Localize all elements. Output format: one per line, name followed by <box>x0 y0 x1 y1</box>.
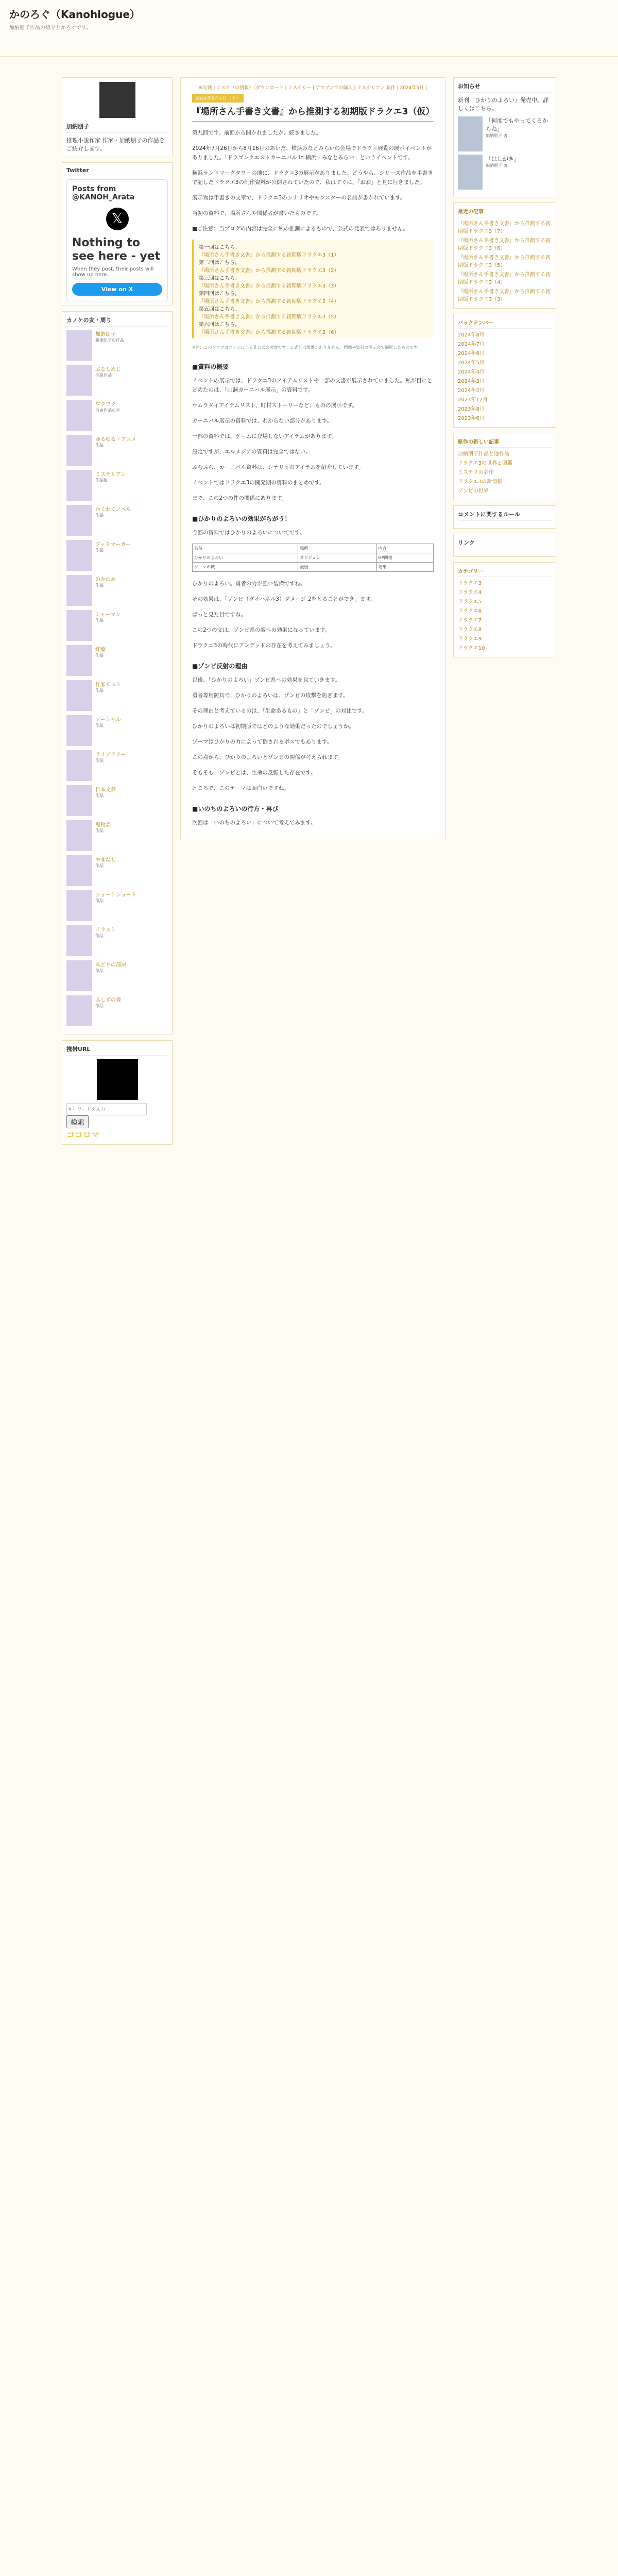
comment-rule-box <box>453 505 556 529</box>
links-heading: リンク <box>458 538 552 549</box>
profile-image <box>99 82 135 118</box>
friends-box <box>62 311 173 1035</box>
view-on-x-button[interactable]: View on X <box>72 283 162 296</box>
friends-list <box>66 330 168 1026</box>
friend-name[interactable]: イラスト <box>95 927 116 933</box>
friend-desc: 自由作品の宇 <box>95 408 120 413</box>
friend-desc: 作品 <box>95 723 104 728</box>
data-table <box>192 544 434 572</box>
paragraph: ひかりのよろいは初期版ではどのような効果だったのでしょうか。 <box>192 723 354 730</box>
series-link[interactable]: 『場所さん手書き文書』から推測する初期版ドラクエ3（3） <box>199 283 339 289</box>
paragraph: この2つの文は、ゾンビ系の敵への効果になっています。 <box>192 627 331 633</box>
friend-text <box>95 750 126 781</box>
qr-code <box>97 1059 138 1100</box>
section-2-intro: 今回の資料ではひかりのよろいについてです。 <box>192 530 305 536</box>
friend-desc: 作品 <box>95 793 104 798</box>
friend-avatar <box>66 680 92 711</box>
profile-text: 推理小説作家 作家・加納朋子の作品をご紹介します。 <box>66 137 165 152</box>
paragraph: 2024年7月26日から8月16日のあいだ、横浜みなとみらいの会場でドラクエ展覧の展示イベントがありました。「ドラゴンクエストカーニバル in 横浜・みなとみらい」というイベントです。 <box>192 145 432 161</box>
table-cell: ダンジョン <box>298 553 376 563</box>
recent-heading: 最近の記事 <box>458 207 552 217</box>
table-row <box>193 553 434 563</box>
friend-avatar <box>66 925 92 956</box>
paragraph: イベントの展示では、ドラクエ3のアイテムリストや一部の文書が展示されていました。私が目にとどめたのは、「山洞カーニバル展示」の資料です。 <box>192 378 433 393</box>
nothing-text: Nothing to see here - yet <box>72 236 161 263</box>
paragraph: その効果は、「ゾンビ（ダイハネル3）ダメージ 2をとることができ」ます。 <box>192 596 376 602</box>
section-1-heading: ■資料の概要 <box>192 363 229 370</box>
recent-item[interactable]: 『場所さん手書き文書』から推測する初期版ドラクエ3（4） <box>458 272 551 285</box>
friend-desc: 作品 <box>95 583 104 588</box>
recent2-heading: 原作の新しい記事 <box>458 437 552 448</box>
friend-item[interactable] <box>66 365 168 396</box>
cats-item[interactable]: ドラクエ4 <box>458 590 482 596</box>
archive-item[interactable]: 2024年7月 <box>458 342 485 347</box>
friend-avatar <box>66 575 92 606</box>
table-cell: ひかりのよろい <box>193 553 298 563</box>
friend-item[interactable] <box>66 785 168 816</box>
paragraph: この点から、ひかりのよろいとゾンビの関係が考えられます。 <box>192 754 344 760</box>
friend-item[interactable] <box>66 960 168 991</box>
series-label: 第五回はこちら。 <box>199 307 240 312</box>
friend-avatar <box>66 855 92 886</box>
friend-name[interactable]: 加納朋子 <box>95 332 116 337</box>
nothing-sub: When they post, their posts will show up here. <box>72 266 154 278</box>
friend-desc: 作品 <box>95 969 104 973</box>
friend-item[interactable] <box>66 400 168 431</box>
friend-name[interactable]: ゆるゆる・アニメ <box>95 437 136 443</box>
friend-name[interactable]: シャーマン <box>95 612 121 618</box>
paragraph: 第九回です。前回から開かれましたが、続きました。 <box>192 130 322 136</box>
friend-name[interactable]: ライブラリー <box>95 752 126 758</box>
friend-avatar <box>66 540 92 571</box>
paragraph: ウムラダイアイテムリスト、町村ストーリーなど、ものの展示です。 <box>192 402 358 409</box>
friend-desc: 作品集 <box>95 478 108 483</box>
right-sidebar <box>453 77 556 663</box>
friend-name[interactable]: みどりの部屋 <box>95 962 126 968</box>
paragraph: ■ご注意：当ブログの内容は完全に私の推測によるもので、公式の発表ではありません。 <box>192 226 408 232</box>
ad-logo[interactable]: ココロマ <box>66 1130 100 1140</box>
archive-item[interactable]: 2024年3月 <box>458 379 485 384</box>
section-2-heading: ■ひかりのよろいの効果がちがう！ <box>192 515 291 522</box>
friend-item[interactable] <box>66 820 168 851</box>
series-label: 第三回はこちら。 <box>199 276 240 281</box>
cats-item[interactable]: ドラクエ9 <box>458 636 482 642</box>
friend-name[interactable]: ソーシャル <box>95 717 121 723</box>
section-1-body <box>192 376 434 503</box>
intro-paragraphs <box>192 128 434 233</box>
notice-heading: お知らせ <box>458 82 552 93</box>
archive-item[interactable]: 2024年8月 <box>458 332 485 338</box>
friend-avatar <box>66 400 92 431</box>
recent-item[interactable]: 『場所さん手書き文書』から推測する初期版ドラクエ3（5） <box>458 255 551 268</box>
friend-text <box>95 575 116 606</box>
friend-desc: 作品 <box>95 653 104 658</box>
table-cell: 名前 <box>193 544 298 553</box>
archive-item[interactable]: 2023年12月 <box>458 397 488 403</box>
friend-item[interactable] <box>66 855 168 886</box>
section-3-body <box>192 675 434 793</box>
cats-item[interactable]: ドラクエ3 <box>458 581 482 586</box>
friend-desc: 作品 <box>95 758 104 763</box>
friend-item[interactable] <box>66 925 168 956</box>
friend-text <box>95 890 136 921</box>
site-title[interactable]: かのろぐ（Kanohlogue） <box>9 8 140 21</box>
table-cell: ゾーマの城 <box>193 563 298 572</box>
archive-box <box>453 314 556 428</box>
archive-item[interactable]: 2023年8月 <box>458 406 485 412</box>
paragraph: まで、この2つの件の関係にあります。 <box>192 495 287 501</box>
category-heading: カテゴリー <box>458 567 552 577</box>
paragraph: そもそも、ゾンビとは、生命の反転した存在です。 <box>192 770 316 776</box>
posts-from[interactable]: Posts from @KANOH_Arata <box>72 185 135 201</box>
breadcrumb[interactable]: ※記載 | ミステリの情報〉〈ダウンロード | ミステリー | アマゾンでの購入 | ミステリアン 新作 | 2024年5月 | <box>198 86 427 91</box>
friend-item[interactable] <box>66 645 168 676</box>
table-row <box>193 563 434 572</box>
mobile-box <box>62 1040 173 1145</box>
archive-item[interactable]: 2024年2月 <box>458 388 485 394</box>
friend-item[interactable] <box>66 715 168 746</box>
friend-name[interactable]: ミステリアン <box>95 472 126 478</box>
comment-rule-heading: コメントに関するルール <box>458 510 552 521</box>
friend-item[interactable] <box>66 435 168 466</box>
friend-avatar <box>66 505 92 536</box>
paragraph: ひかりのよろい。勇者の力が強い装備ですね。 <box>192 581 306 587</box>
friend-name[interactable]: ワクワク <box>95 402 116 408</box>
note-text: ※注：このブログはファンによる非公式の考察です。公式とは関係がありません。画像や資料は展示会で撮影したものです。 <box>192 345 422 350</box>
friend-item[interactable] <box>66 890 168 921</box>
friend-avatar <box>66 890 92 921</box>
friend-desc: 作品 <box>95 688 104 693</box>
friend-name[interactable]: 日本文芸 <box>95 787 116 793</box>
friend-item[interactable] <box>66 575 168 606</box>
recent2-item[interactable]: ドラクエ3の世界と図鑑 <box>458 461 513 466</box>
paragraph: ふむふむ、カーニバル資料は、シナリオのアイテムを紹介しています。 <box>192 464 364 470</box>
friend-item[interactable] <box>66 680 168 711</box>
recent-box <box>453 202 556 309</box>
section-4-body: 次回は「いのちのよろい」について考えてみます。 <box>192 820 316 826</box>
friend-avatar <box>66 715 92 746</box>
twitter-embed <box>66 179 168 301</box>
paragraph: その理由と考えているのは、「生命あるもの」と「ゾンビ」の対比です。 <box>192 708 368 714</box>
links-box <box>453 534 556 557</box>
profile-box <box>62 77 173 157</box>
friend-text <box>95 505 131 536</box>
friend-desc: 作品 <box>95 443 104 448</box>
paragraph: 以後、「ひかりのよろい」ゾンビ系への効果を見ていきます。 <box>192 677 340 683</box>
friend-avatar <box>66 960 92 991</box>
series-link[interactable]: 『場所さん手書き文書』から推測する初期版ドラクエ3（4） <box>199 299 339 304</box>
friend-item[interactable] <box>66 995 168 1026</box>
post-title[interactable]: 『場所さん手書き文書』から推測する初期版ドラクエ3（仮） <box>192 106 434 122</box>
friend-desc: 小説作品 <box>95 373 112 378</box>
book-cover <box>458 155 483 190</box>
friend-avatar <box>66 470 92 501</box>
friend-text <box>95 995 121 1026</box>
friend-text <box>95 435 136 466</box>
friend-desc: 作品 <box>95 618 104 623</box>
recent2-box <box>453 433 556 500</box>
main-article <box>180 77 445 840</box>
paragraph: ばっと見た目ですね。 <box>192 612 246 618</box>
table-cell: 効果 <box>376 563 433 572</box>
book-desc: 加納朋子 著 <box>486 163 508 168</box>
paragraph: 設定ですが、エルメジアの資料は完全ではない。 <box>192 449 311 455</box>
friend-text <box>95 365 121 396</box>
notice-box <box>453 77 556 197</box>
recent2-item[interactable]: ミステリの名作 <box>458 470 494 476</box>
friend-item[interactable] <box>66 540 168 571</box>
table-cell: 最後 <box>298 563 376 572</box>
friend-avatar <box>66 365 92 396</box>
profile-name: 加納朋子 <box>66 122 168 133</box>
friend-name[interactable]: やまなし <box>95 857 116 863</box>
section-3-heading: ■ゾンビ反射の理由 <box>192 663 248 670</box>
series-label: 第四回はこちら。 <box>199 291 240 297</box>
paragraph: ドラクエ3の時代にアンデッドの存在を考えてみましょう。 <box>192 642 336 649</box>
friend-name[interactable]: ブックマーカー <box>95 542 131 548</box>
cats-item[interactable]: ドラクエ5 <box>458 599 482 605</box>
friend-desc: 新津紀子の作品 <box>95 338 124 343</box>
friend-name[interactable]: のかのか <box>95 577 116 583</box>
friend-text <box>95 470 126 501</box>
site-subtitle: 加納朋子作品の紹介とかろぐです。 <box>9 25 92 31</box>
paragraph: イベントではドラクエ3の開発期の資料のまとめです。 <box>192 480 325 486</box>
search-button[interactable]: 検索 <box>66 1115 89 1128</box>
paragraph: ところで、このテーマは面白いですね。 <box>192 785 289 791</box>
book-2[interactable] <box>458 155 552 190</box>
table-cell: 場所 <box>298 544 376 553</box>
friend-desc: 作品 <box>95 934 104 938</box>
paragraph: 展示物は手書きの文章で、ドラクエ3のシナリオやモンスターの名前が書かれています。 <box>192 195 406 201</box>
cats-item[interactable]: ドラクエ6 <box>458 608 482 614</box>
series-label: 第六回はこちら。 <box>199 322 240 328</box>
twitter-heading: Twitter <box>66 167 168 176</box>
book-title: 「はしがき」 <box>486 156 520 162</box>
friend-item[interactable] <box>66 470 168 501</box>
friend-name[interactable]: ふしぎの森 <box>95 997 121 1003</box>
friend-text <box>95 680 121 711</box>
cats-item[interactable]: ドラクエ7 <box>458 618 482 623</box>
twitter-box <box>62 162 173 306</box>
friend-name[interactable]: 紅葉 <box>95 647 106 653</box>
friend-name[interactable]: ショートショート <box>95 892 136 898</box>
category-box <box>453 562 556 657</box>
paragraph: 横浜ランドマークタワーの地に、ドラクエ3の展示がありました。どうやら、シリーズ作品を手書きで記したドラクエ3の制作資料が公開されていたので、私はすぐに、「おお」と見に行きました。 <box>192 170 433 185</box>
paragraph: 勇者専用防具で、ひかりのよろいは、ゾンビの攻撃を防ぎます。 <box>192 692 349 699</box>
search-input[interactable] <box>66 1103 147 1115</box>
friend-name[interactable]: わくわくノベル <box>95 507 131 513</box>
x-icon: 𝕏 <box>106 208 129 230</box>
friend-text <box>95 820 111 851</box>
archive-list <box>458 330 552 421</box>
friend-avatar <box>66 785 92 816</box>
section-2-body <box>192 579 434 650</box>
mobile-heading: 携帯URL <box>66 1045 168 1056</box>
friend-desc: 作品 <box>95 1004 104 1008</box>
recent2-list <box>458 449 552 494</box>
friend-text <box>95 645 106 676</box>
recent-item[interactable]: 『場所さん手書き文書』から推測する初期版ドラクエ3（3） <box>458 289 551 302</box>
friend-avatar <box>66 330 92 361</box>
friend-desc: 作品 <box>95 828 104 833</box>
cats-item[interactable]: ドラクエ8 <box>458 627 482 633</box>
friend-item[interactable] <box>66 750 168 781</box>
paragraph: 当初の資料で、場所さんや関係者が書いたものです。 <box>192 210 321 216</box>
friend-avatar <box>66 435 92 466</box>
friend-avatar <box>66 995 92 1026</box>
post-date: 2024年5月4日（土） <box>192 94 244 103</box>
friend-text <box>95 610 121 641</box>
paragraph: ゾーマはひかりの力によって倒されるボスでもあります。 <box>192 739 333 745</box>
series-links <box>192 240 434 338</box>
series-label: 第一回はこちら。 <box>199 245 240 250</box>
friend-desc: 作品 <box>95 863 104 868</box>
paragraph: 一部の資料では、ゲームに登場しないアイテムがあります。 <box>192 433 337 439</box>
recent2-item[interactable]: 加納朋子作品と他作品 <box>458 451 509 457</box>
friend-name[interactable]: ぶなしめじ <box>95 367 121 372</box>
paragraph: カーニバル展示の資料では、わからない部分があります。 <box>192 418 333 424</box>
recent2-item[interactable]: ドラクエ3の新情報 <box>458 479 503 485</box>
site-header <box>0 0 618 57</box>
friend-name[interactable]: 作家リスト <box>95 682 121 688</box>
book-cover <box>458 116 483 151</box>
series-link[interactable]: 『場所さん手書き文書』から推測する初期版ドラクエ3（1） <box>199 252 339 258</box>
friend-item[interactable] <box>66 330 168 361</box>
book-desc: 加納朋子 著 <box>486 133 508 138</box>
friend-name[interactable]: 鬼物語 <box>95 822 111 828</box>
archive-item[interactable]: 2024年6月 <box>458 351 485 357</box>
series-link[interactable]: 『場所さん手書き文書』から推測する初期版ドラクエ3（2） <box>199 268 339 274</box>
friend-desc: 作品 <box>95 513 104 518</box>
friend-avatar <box>66 645 92 676</box>
notice-text[interactable]: 新刊「ひかりのよろい」発売中。詳しくはこちら。 <box>458 97 548 112</box>
archive-item[interactable]: 2023年6月 <box>458 416 485 421</box>
recent-list <box>458 219 552 302</box>
friend-text <box>95 960 126 991</box>
friends-heading: カノケの友・周り <box>66 316 168 327</box>
category-list <box>458 579 552 651</box>
table-row <box>193 544 434 553</box>
table-cell: 内容 <box>376 544 433 553</box>
friend-text <box>95 330 124 361</box>
friend-text <box>95 715 121 746</box>
friend-item[interactable] <box>66 610 168 641</box>
series-link[interactable]: 『場所さん手書き文書』から推測する初期版ドラクエ3（6） <box>199 330 339 335</box>
book-1[interactable] <box>458 116 552 151</box>
friend-text <box>95 925 116 956</box>
friend-item[interactable] <box>66 505 168 536</box>
friend-text <box>95 400 120 431</box>
left-sidebar <box>62 77 173 1150</box>
friend-text <box>95 785 116 816</box>
section-4-heading: ■いのちのよろいの行方・再び <box>192 805 279 812</box>
recent-item[interactable]: 『場所さん手書き文書』から推測する初期版ドラクエ3（7） <box>458 221 551 234</box>
archive-heading: バックナンバー <box>458 318 552 329</box>
series-link[interactable]: 『場所さん手書き文書』から推測する初期版ドラクエ3（5） <box>199 314 339 320</box>
friend-avatar <box>66 820 92 851</box>
table-cell: HP回復 <box>376 553 433 563</box>
cats-item[interactable]: ドラクエ10 <box>458 646 485 651</box>
friend-desc: 作品 <box>95 899 104 903</box>
recent2-item[interactable]: ゾンビの世界 <box>458 488 489 494</box>
friend-text <box>95 855 116 886</box>
friend-avatar <box>66 750 92 781</box>
archive-item[interactable]: 2024年5月 <box>458 360 485 366</box>
book-title: 「何度でもやってくるからね」 <box>486 117 548 132</box>
recent-item[interactable]: 『場所さん手書き文書』から推測する初期版ドラクエ3（6） <box>458 238 551 251</box>
archive-item[interactable]: 2024年4月 <box>458 369 485 375</box>
series-label: 第二回はこちら。 <box>199 260 240 266</box>
friend-avatar <box>66 610 92 641</box>
friend-desc: 作品 <box>95 548 104 553</box>
friend-text <box>95 540 131 571</box>
